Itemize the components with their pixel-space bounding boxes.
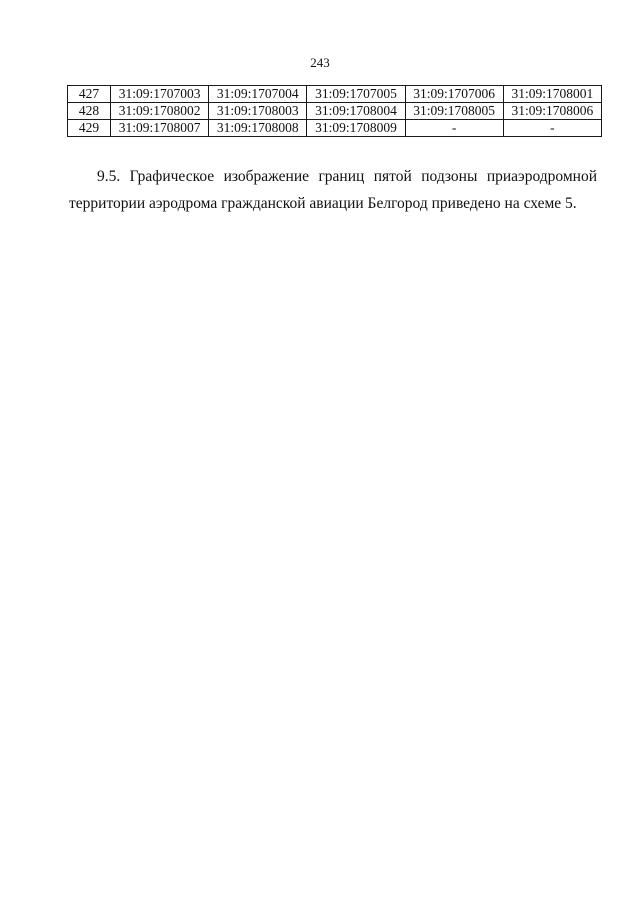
- row-number: 428: [68, 103, 111, 120]
- cadastral-number-cell: 31:09:1708008: [209, 120, 307, 137]
- cadastral-number-cell: 31:09:1707005: [307, 86, 405, 103]
- cadastral-number-cell: 31:09:1708001: [503, 86, 601, 103]
- cadastral-number-cell: 31:09:1708007: [111, 120, 209, 137]
- cadastral-number-cell: 31:09:1708009: [307, 120, 405, 137]
- paragraph-line-1: 9.5. Графическое изображение границ пятой подзоны приаэродромной: [97, 168, 597, 185]
- row-number: 427: [68, 86, 111, 103]
- cadastral-number-cell: 31:09:1707006: [405, 86, 503, 103]
- cadastral-number-cell: 31:09:1708006: [503, 103, 601, 120]
- paragraph-line-2: территории аэродрома гражданской авиации Белгород приведено на схеме 5.: [69, 195, 577, 212]
- table-row: [68, 86, 602, 103]
- cadastral-number-cell: 31:09:1708003: [209, 103, 307, 120]
- empty-cell-dash: -: [405, 120, 503, 137]
- cadastral-number-cell: 31:09:1707004: [209, 86, 307, 103]
- row-number: 429: [68, 120, 111, 137]
- cadastral-number-cell: 31:09:1708002: [111, 103, 209, 120]
- cadastral-number-cell: 31:09:1708005: [405, 103, 503, 120]
- table-row: [68, 120, 602, 137]
- empty-cell-dash: -: [503, 120, 601, 137]
- table-row: [68, 103, 602, 120]
- cadastral-table: [67, 85, 602, 137]
- cadastral-number-cell: 31:09:1707003: [111, 86, 209, 103]
- cadastral-number-cell: 31:09:1708004: [307, 103, 405, 120]
- page-number: 243: [310, 55, 330, 70]
- section-paragraph: [69, 163, 597, 217]
